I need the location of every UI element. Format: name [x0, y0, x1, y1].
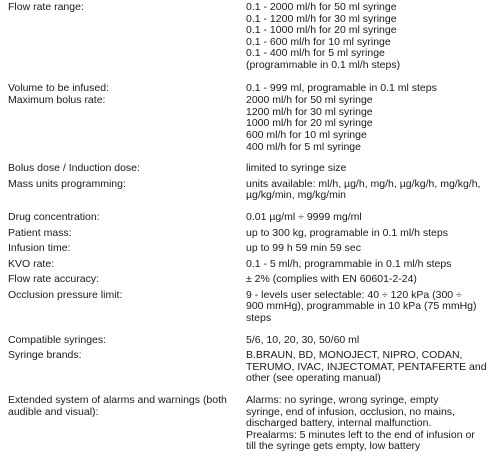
spec-value	[246, 290, 494, 325]
spec-value	[246, 274, 494, 286]
value-line: up to 99 h 59 min 59 sec	[246, 242, 361, 255]
spec-value	[246, 395, 494, 453]
label-line: Maximum bolus rate:	[8, 94, 106, 107]
spec-label	[8, 274, 246, 286]
spec-row-occlusion-pressure-limit	[8, 290, 494, 325]
value-line: 9 - levels user selectable: 40 ÷ 120 kPa (300 ÷	[246, 288, 462, 301]
spec-label	[8, 243, 246, 255]
spec-label	[8, 2, 246, 72]
spec-value	[246, 212, 494, 224]
value-line: 600 ml/h for 10 ml syringe	[246, 128, 367, 141]
spec-row-alarms-and-warnings	[8, 395, 494, 453]
spec-label	[8, 290, 246, 325]
spec-label	[8, 163, 246, 175]
spec-label	[8, 350, 246, 385]
value-line: TERUMO, IVAC, INJECTOMAT, PENTAFERTE and	[246, 360, 487, 373]
label-line: KVO rate:	[8, 257, 55, 270]
value-line: 0.1 - 1000 ml/h for 20 ml syringe	[246, 24, 397, 37]
spec-value	[246, 259, 494, 271]
spec-row-infusion-time	[8, 243, 494, 255]
spec-row-mass-units-programming	[8, 179, 494, 202]
spec-row-flow-rate-range	[8, 2, 494, 72]
label-line: Bolus dose / Induction dose:	[8, 162, 140, 175]
value-line: 1200 ml/h for 30 ml syringe	[246, 105, 373, 118]
spec-value	[246, 163, 494, 175]
value-line: 2000 ml/h for 50 ml syringe	[246, 94, 373, 107]
spec-label	[8, 228, 246, 240]
value-line: 1000 ml/h for 20 ml syringe	[246, 117, 373, 130]
value-line: syringe, end of infusion, occlusion, no mains,	[246, 405, 455, 418]
value-line: 0.1 - 600 ml/h for 10 ml syringe	[246, 35, 391, 48]
spec-label	[8, 395, 246, 453]
spec-label	[8, 335, 246, 347]
spec-value	[246, 179, 494, 202]
value-line: 0.01 µg/ml ÷ 9999 mg/ml	[246, 210, 362, 223]
spec-label	[8, 83, 246, 95]
spec-value	[246, 83, 494, 95]
value-line: limited to syringe size	[246, 162, 347, 175]
value-line: steps	[246, 312, 272, 325]
spec-label	[8, 179, 246, 202]
spec-value	[246, 95, 494, 153]
value-line: units available: ml/h, µg/h, mg/h, µg/kg/h, mg/kg/h,	[246, 177, 481, 190]
spec-row-bolus-dose	[8, 163, 494, 175]
value-line: 5/6, 10, 20, 30, 50/60 ml	[246, 333, 360, 346]
spec-row-compatible-syringes	[8, 335, 494, 347]
label-line: Drug concentration:	[8, 210, 100, 223]
value-line: 0.1 - 999 ml, programable in 0.1 ml steps	[246, 81, 437, 94]
spec-label	[8, 259, 246, 271]
spec-row-patient-mass	[8, 228, 494, 240]
value-line: 900 mmHg), programmable in 10 kPa (75 mmHg)	[246, 300, 477, 313]
value-line: 0.1 - 400 ml/h for 5 ml syringe	[246, 47, 385, 60]
spec-label	[8, 95, 246, 153]
spec-value	[246, 2, 494, 72]
spec-value	[246, 243, 494, 255]
label-line: Extended system of alarms and warnings	[8, 394, 201, 407]
value-line: Prealarms: 5 minutes left to the end of infusion or	[246, 428, 475, 441]
label-line: Compatible syringes:	[8, 333, 107, 346]
spec-row-volume-to-be-infused	[8, 83, 494, 95]
label-line: Patient mass:	[8, 226, 72, 239]
spec-value	[246, 228, 494, 240]
spec-value	[246, 335, 494, 347]
value-line: ± 2% (complies with EN 60601-2-24)	[246, 273, 417, 286]
value-line: 0.1 - 5 ml/h, programmable in 0.1 ml/h steps	[246, 257, 452, 270]
spec-row-flow-rate-accuracy	[8, 274, 494, 286]
label-line: Flow rate accuracy:	[8, 273, 100, 286]
value-line: Alarms: no syringe, wrong syringe, empty	[246, 394, 439, 407]
value-line: discharged battery, internal malfunction.	[246, 417, 432, 430]
label-line: Flow rate range:	[8, 1, 84, 13]
spec-row-drug-concentration	[8, 212, 494, 224]
value-line: up to 300 kg, programable in 0.1 ml/h steps	[246, 226, 448, 239]
label-line: Mass units programming:	[8, 177, 126, 190]
label-line: Infusion time:	[8, 242, 71, 255]
value-line: B.BRAUN, BD, MONOJECT, NIPRO, CODAN,	[246, 349, 463, 362]
value-line: µg/kg/min, mg/kg/min	[246, 189, 346, 202]
label-line: Volume to be infused:	[8, 81, 109, 94]
label-line: Syringe brands:	[8, 349, 82, 362]
label-line: Occlusion pressure limit:	[8, 288, 123, 301]
spec-row-maximum-bolus-rate	[8, 95, 494, 153]
value-line: till the syringe gets empty, low battery	[246, 440, 421, 453]
value-line: 0.1 - 2000 ml/h for 50 ml syringe	[246, 1, 397, 13]
spec-label	[8, 212, 246, 224]
value-line: (programmable in 0.1 ml/h steps)	[246, 58, 401, 71]
spec-value	[246, 350, 494, 385]
value-line: other (see operating manual)	[246, 372, 381, 385]
spec-row-kvo-rate	[8, 259, 494, 271]
value-line: 400 ml/h for 5 ml syringe	[246, 140, 361, 153]
spec-table	[8, 2, 494, 453]
value-line: 0.1 - 1200 ml/h for 30 ml syringe	[246, 12, 397, 25]
spec-row-syringe-brands	[8, 350, 494, 385]
label-line: (both audible and visual):	[8, 394, 227, 418]
